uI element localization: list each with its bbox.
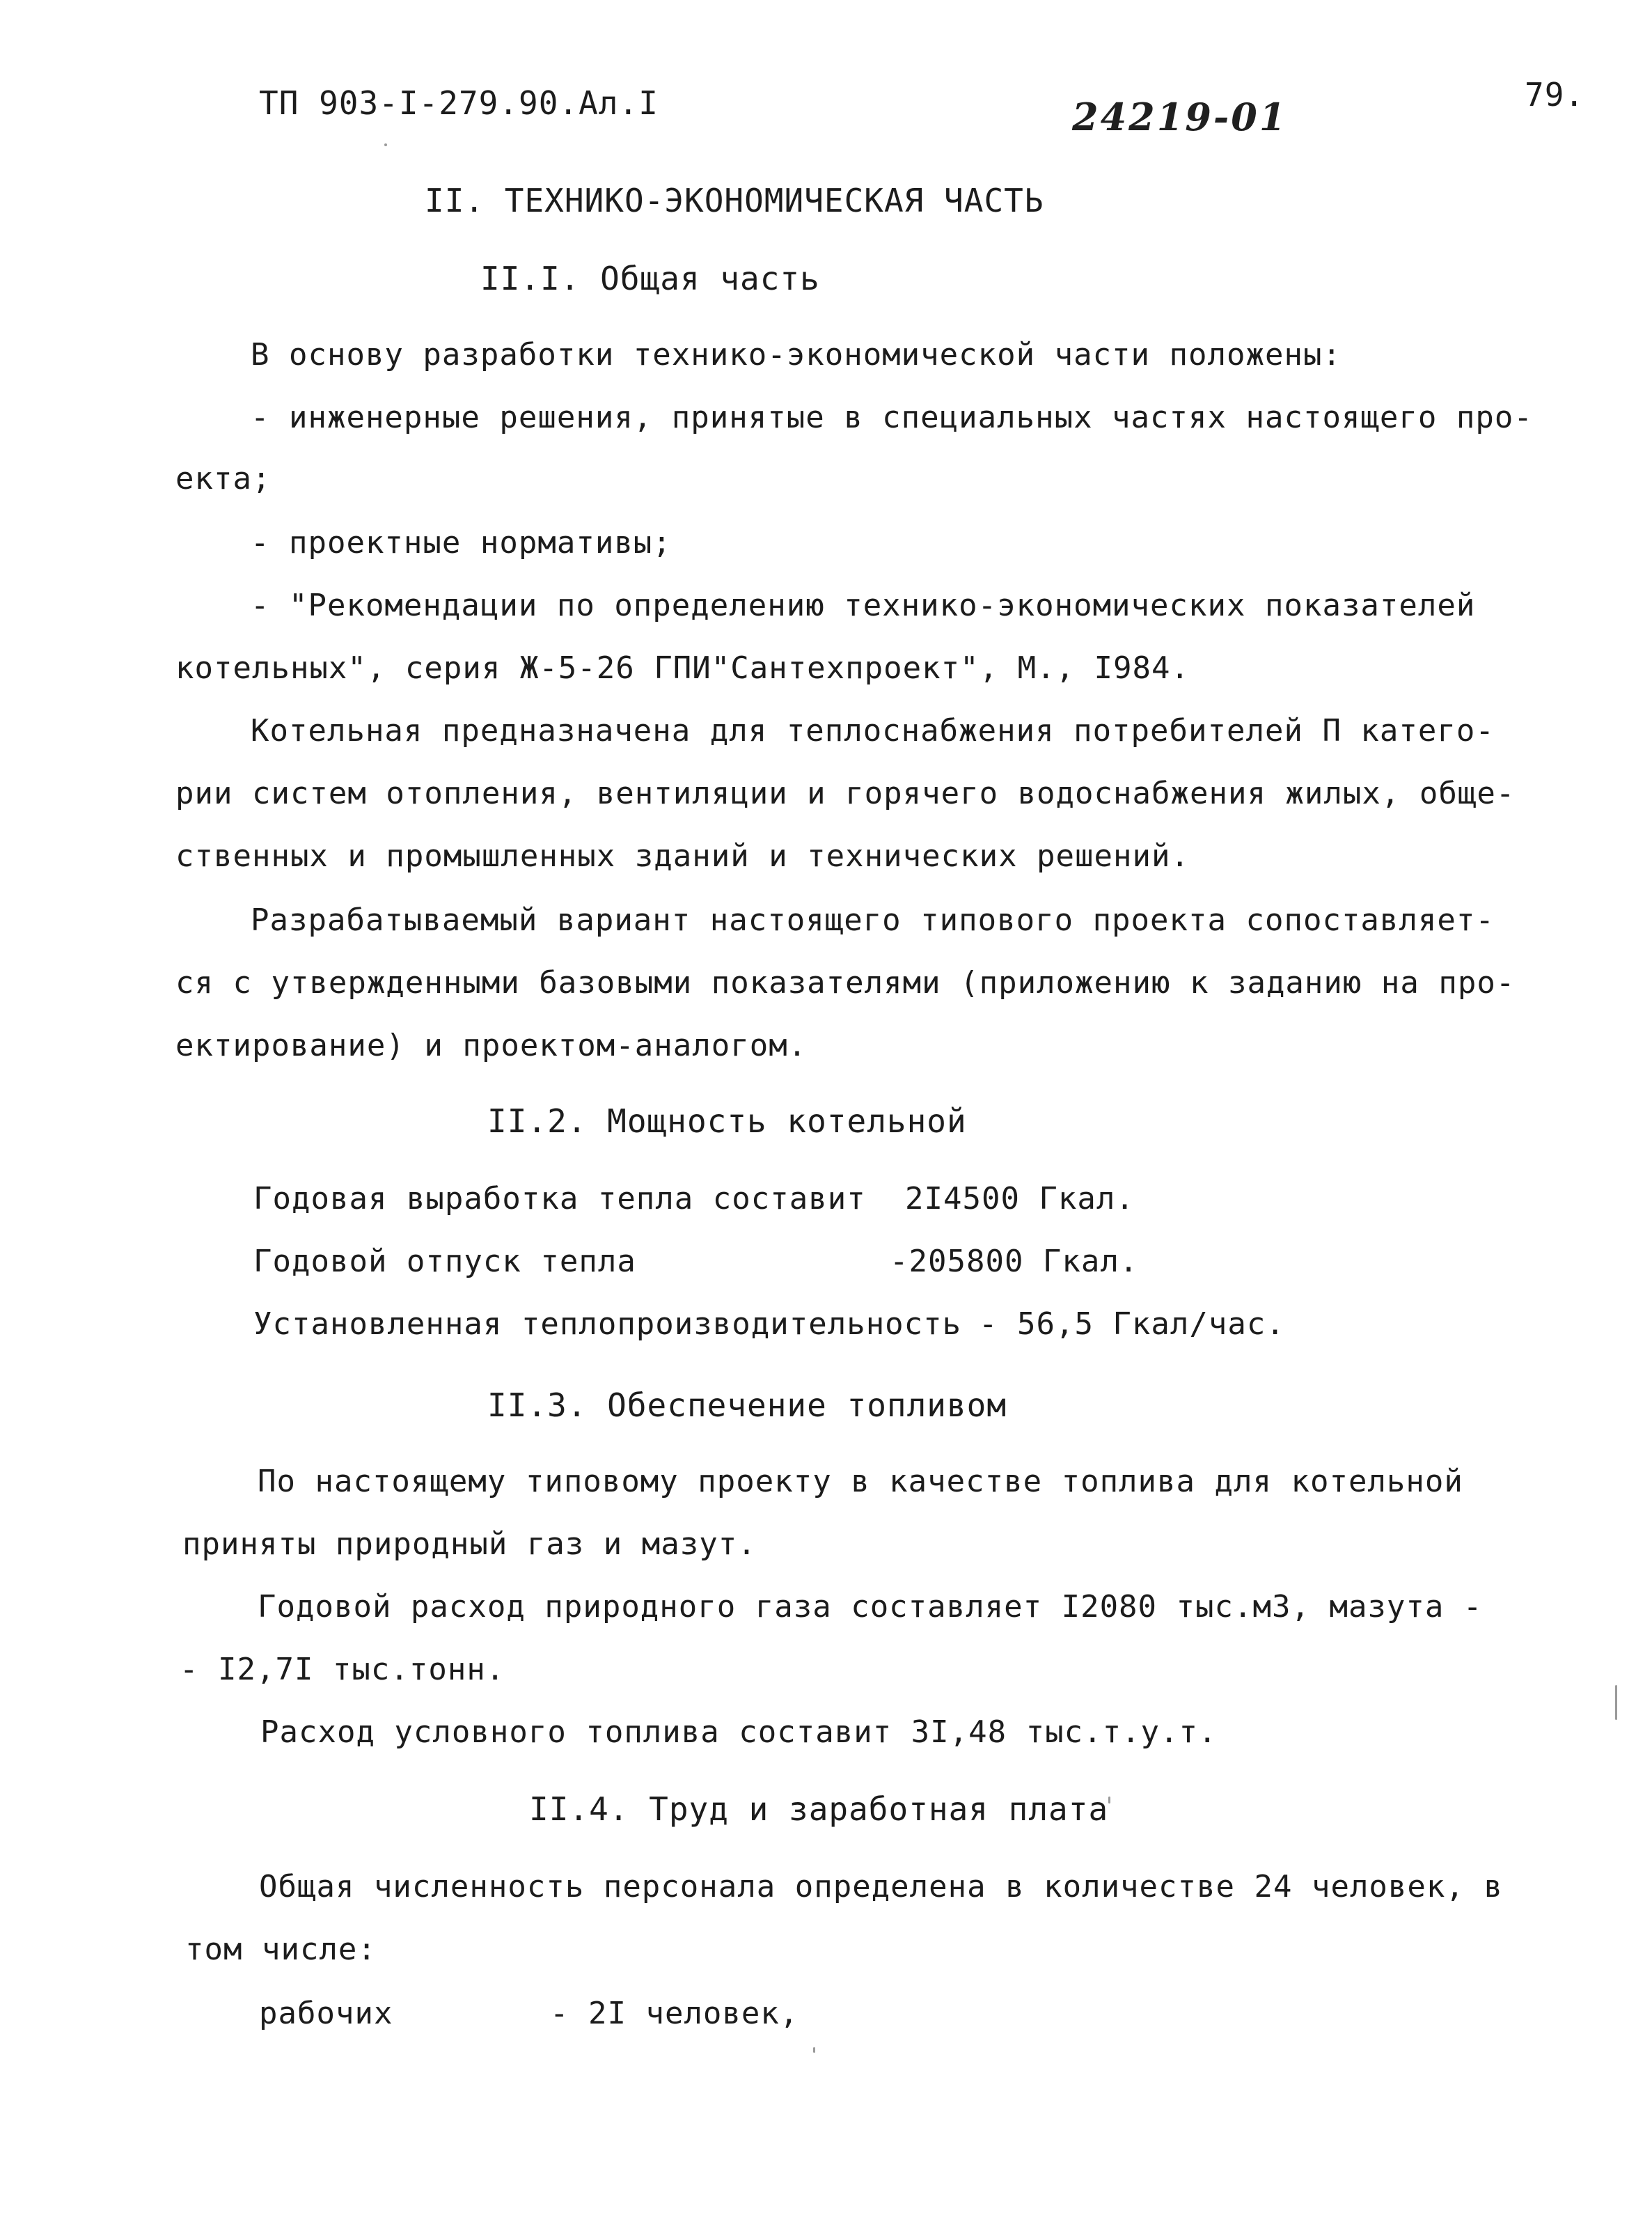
subsection-title-general: II.I. Общая часть	[480, 260, 820, 297]
paragraph-line: - I2,7I тыс.тонн.	[180, 1652, 505, 1687]
paragraph-line: рии систем отопления, вентиляции и горячего водоснабжения жилых, обще-	[175, 776, 1516, 811]
capacity-value: -205800 Гкал.	[890, 1244, 1139, 1279]
subsection-title-labor: II.4. Труд и заработная плата	[529, 1790, 1109, 1828]
subsection-title-fuel: II.3. Обеспечение топливом	[487, 1386, 1007, 1424]
capacity-label: Годовая выработка тепла составит	[253, 1181, 866, 1216]
paragraph-line: приняты природный газ и мазут.	[182, 1526, 757, 1562]
paragraph-line: ственных и промышленных зданий и технических решений.	[175, 838, 1190, 874]
paragraph-line: ся с утвержденными базовыми показателями (приложению к заданию на про-	[175, 965, 1516, 1001]
paragraph-line: - проектные нормативы;	[251, 525, 672, 561]
paragraph-line: По настоящему типовому проекту в качестве топлива для котельной	[258, 1464, 1463, 1499]
paragraph-line: - инженерные решения, принятые в специальных частях настоящего про-	[251, 400, 1533, 435]
paragraph-line: ектирование) и проектом-аналогом.	[175, 1028, 808, 1063]
paragraph-line: Разрабатываемый вариант настоящего типового проекта сопоставляет-	[251, 902, 1495, 938]
capacity-label: Установленная теплопроизводительность	[253, 1306, 962, 1342]
document-code: ТП 903-I-279.90.Ал.I	[259, 84, 659, 122]
scan-speck	[1615, 1685, 1617, 1720]
scan-speck	[813, 2047, 815, 2053]
handwritten-inventory-number: 24219-01	[1072, 95, 1288, 139]
paragraph-line: котельных", серия Ж-5-26 ГПИ"Сантехпроект", М., I984.	[175, 650, 1190, 686]
paragraph-line: - "Рекомендации по определению технико-экономических показателей	[251, 588, 1476, 623]
capacity-value: - 56,5 Гкал/час.	[979, 1306, 1285, 1342]
paragraph-line: екта;	[175, 461, 272, 496]
subsection-title-capacity: II.2. Мощность котельной	[487, 1102, 967, 1140]
capacity-label: Годовой отпуск тепла	[253, 1244, 636, 1279]
workers-value: - 2I человек,	[550, 1996, 799, 2031]
paragraph-line: том числе:	[185, 1932, 377, 1967]
scan-speck	[384, 143, 387, 146]
paragraph-line: В основу разработки технико-экономической части положены:	[251, 337, 1342, 373]
page-number: 79.	[1525, 76, 1585, 114]
paragraph-line: Котельная предназначена для теплоснабжения потребителей П катего-	[251, 713, 1495, 749]
scan-speck	[1108, 1797, 1110, 1803]
paragraph-line: Общая численность персонала определена в количестве 24 человек, в	[259, 1869, 1503, 1904]
paragraph-line: Годовой расход природного газа составляет I2080 тыс.м3, мазута -	[258, 1589, 1483, 1625]
workers-label: рабочих	[259, 1996, 393, 2031]
capacity-value: 2I4500 Гкал.	[905, 1181, 1135, 1216]
paragraph-line: Расход условного топлива составит 3I,48 тыс.т.у.т.	[260, 1714, 1218, 1750]
section-title: II. ТЕХНИКО-ЭКОНОМИЧЕСКАЯ ЧАСТЬ	[425, 182, 1044, 219]
